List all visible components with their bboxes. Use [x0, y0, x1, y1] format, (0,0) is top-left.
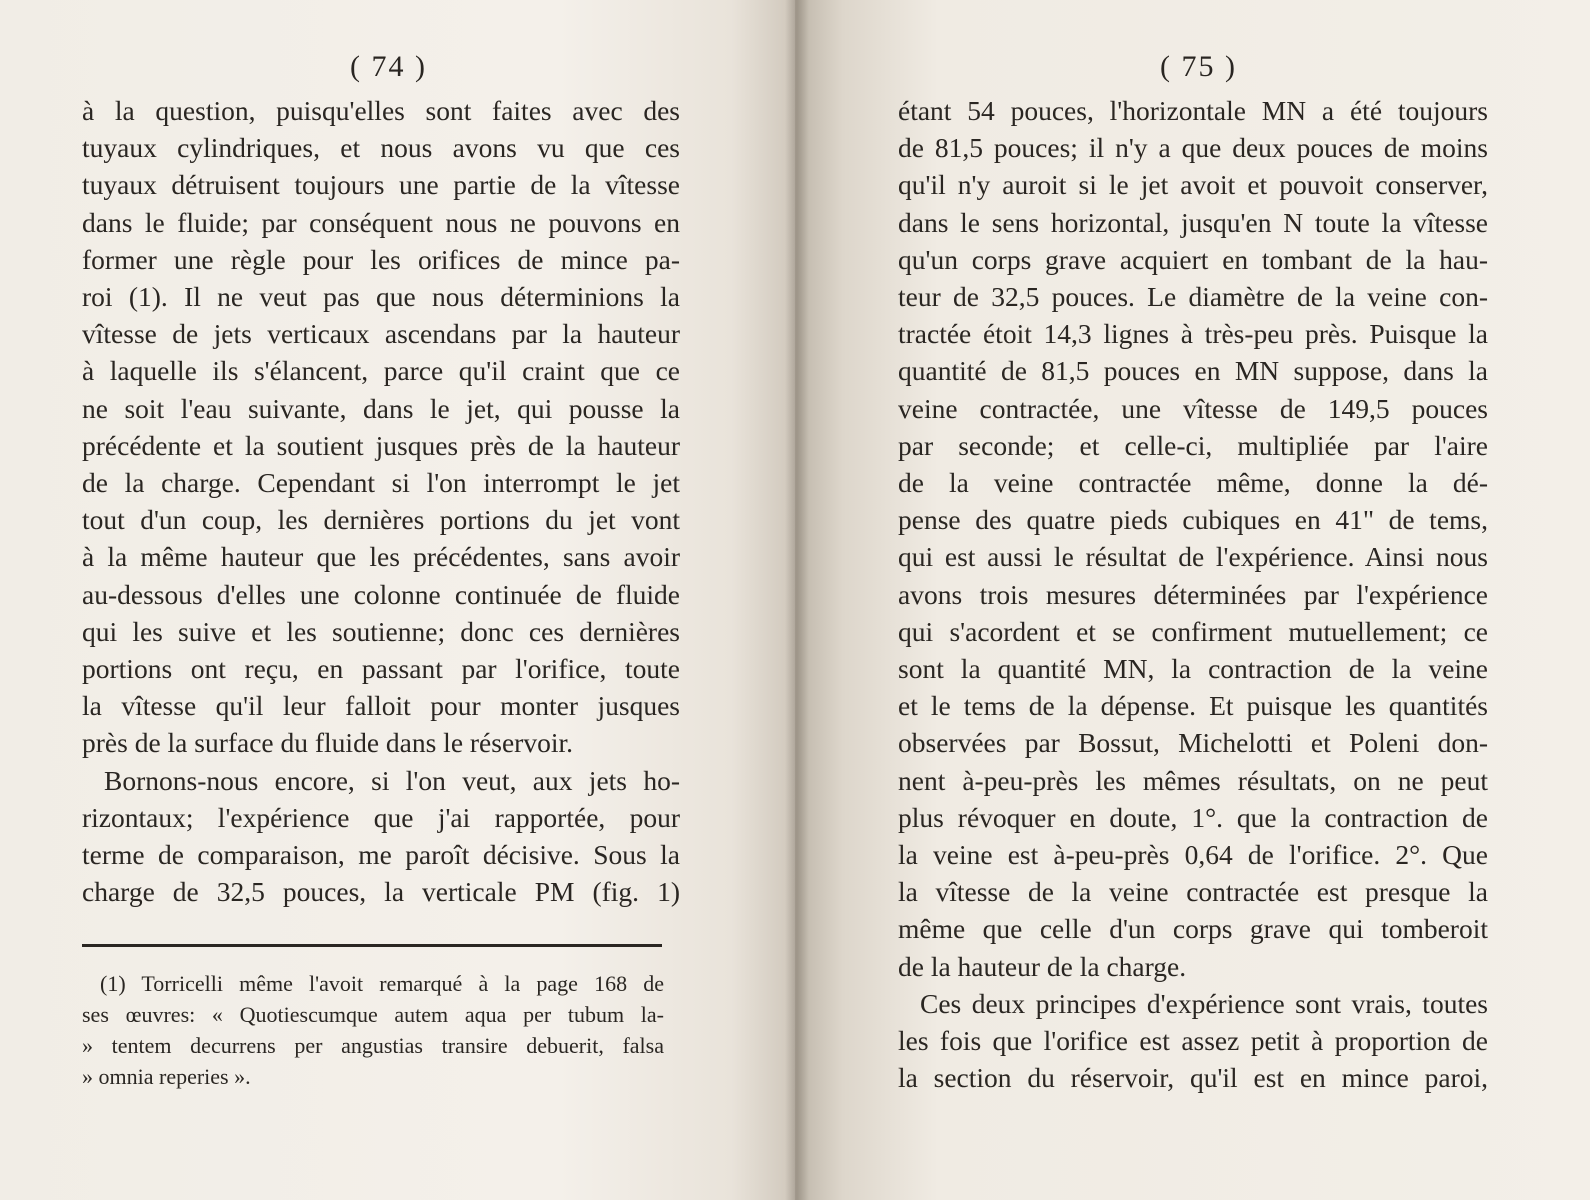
text-line: de 81,5 pouces; il n'y a que deux pouces de moins: [898, 132, 1488, 164]
footnote-rule: [82, 944, 662, 947]
text-line: tuyaux détruisent toujours une partie de la vîtesse: [82, 169, 680, 201]
footnote-line: » omnia reperies ».: [82, 1064, 251, 1089]
text-line: qui s'acordent et se confirment mutuellement; ce: [898, 615, 1488, 647]
text-line: tout d'un coup, les dernières portions du jet vont: [82, 504, 680, 536]
footnote-line: » tentem decurrens per angustias transire debuerit, falsa: [82, 1033, 664, 1058]
right-page: [795, 0, 1590, 1200]
text-line: à la même hauteur que les précédentes, sans avoir: [82, 541, 680, 573]
book-gutter: [785, 0, 809, 1200]
text-line: de la veine contractée même, donne la dé-: [898, 467, 1488, 499]
text-line: nent à-peu-près les mêmes résultats, on ne peut: [898, 764, 1488, 796]
text-line: qui est aussi le résultat de l'expérience. Ainsi nous: [898, 541, 1488, 573]
text-line: près de la surface du fluide dans le réservoir.: [82, 727, 573, 759]
text-line: pense des quatre pieds cubiques en 41" de tems,: [898, 504, 1488, 536]
text-line: la vîtesse de la veine contractée est presque la: [898, 876, 1488, 908]
text-line: vîtesse de jets verticaux ascendans par la hauteur: [82, 318, 680, 350]
text-line: la section du réservoir, qu'il est en mince paroi,: [898, 1062, 1488, 1094]
text-line: qu'il n'y auroit si le jet avoit et pouvoit conserver,: [898, 169, 1488, 201]
text-line: dans le fluide; par conséquent nous ne pouvons en: [82, 206, 680, 238]
text-line: les fois que l'orifice est assez petit à proportion de: [898, 1025, 1488, 1057]
text-line: par seconde; et celle-ci, multipliée par l'aire: [898, 429, 1488, 461]
text-line: rizontaux; l'expérience que j'ai rapportée, pour: [82, 801, 680, 833]
text-line: même que celle d'un corps grave qui tomberoit: [898, 913, 1488, 945]
text-line: ne soit l'eau suivante, dans le jet, qui pousse la: [82, 392, 680, 424]
text-line: terme de comparaison, me paroît décisive. Sous la: [82, 839, 680, 871]
page-number-75: ( 75 ): [1160, 50, 1237, 83]
text-line: de la charge. Cependant si l'on interrompt le jet: [82, 467, 680, 499]
text-line: Ces deux principes d'expérience sont vrais, toutes: [920, 987, 1488, 1019]
footnote: [82, 968, 664, 1092]
text-line: charge de 32,5 pouces, la verticale PM (fig. 1): [82, 876, 680, 908]
text-line: de la hauteur de la charge.: [898, 950, 1187, 982]
text-line: observées par Bossut, Michelotti et Poleni don-: [898, 727, 1488, 759]
text-line: roi (1). Il ne veut pas que nous déterminions la: [82, 281, 680, 313]
right-page-body: [898, 92, 1488, 1096]
text-line: veine contractée, une vîtesse de 149,5 pouces: [898, 392, 1488, 424]
text-line: quantité de 81,5 pouces en MN suppose, dans la: [898, 355, 1488, 387]
text-line: former une règle pour les orifices de mince pa-: [82, 243, 680, 275]
text-line: la vîtesse qu'il leur falloit pour monter jusques: [82, 690, 680, 722]
text-line: étant 54 pouces, l'horizontale MN a été toujours: [898, 95, 1488, 126]
footnote-line: (1) Torricelli même l'avoit remarqué à la page 168 de: [100, 971, 664, 996]
text-line: à laquelle ils s'élancent, parce qu'il craint que ce: [82, 355, 680, 387]
text-line: à la question, puisqu'elles sont faites avec des: [82, 95, 680, 126]
text-line: précédente et la soutient jusques près de la hauteur: [82, 429, 680, 461]
text-line: qui les suive et les soutienne; donc ces dernières: [82, 615, 680, 647]
text-line: tuyaux cylindriques, et nous avons vu que ces: [82, 132, 680, 164]
text-line: au-dessous d'elles une colonne continuée de fluide: [82, 578, 680, 610]
text-line: qu'un corps grave acquiert en tombant de la hau-: [898, 243, 1488, 275]
text-line: portions ont reçu, en passant par l'orifice, toute: [82, 653, 680, 685]
text-line: et le tems de la dépense. Et puisque les quantités: [898, 690, 1488, 722]
text-line: la veine est à-peu-près 0,64 de l'orifice. 2°. Que: [898, 839, 1488, 871]
text-line: tractée étoit 14,3 lignes à très-peu près. Puisque la: [898, 318, 1488, 350]
text-line: Bornons-nous encore, si l'on veut, aux jets ho-: [104, 764, 680, 796]
text-line: avons trois mesures déterminées par l'expérience: [898, 578, 1488, 610]
text-line: dans le sens horizontal, jusqu'en N toute la vîtesse: [898, 206, 1488, 238]
text-line: teur de 32,5 pouces. Le diamètre de la veine con-: [898, 281, 1488, 313]
page-number-74: ( 74 ): [350, 50, 427, 83]
left-page-body: [82, 92, 680, 910]
footnote-line: ses œuvres: « Quotiescumque autem aqua per tubum la-: [82, 1002, 664, 1027]
text-line: plus révoquer en doute, 1°. que la contraction de: [898, 801, 1488, 833]
text-line: sont la quantité MN, la contraction de la veine: [898, 653, 1488, 685]
